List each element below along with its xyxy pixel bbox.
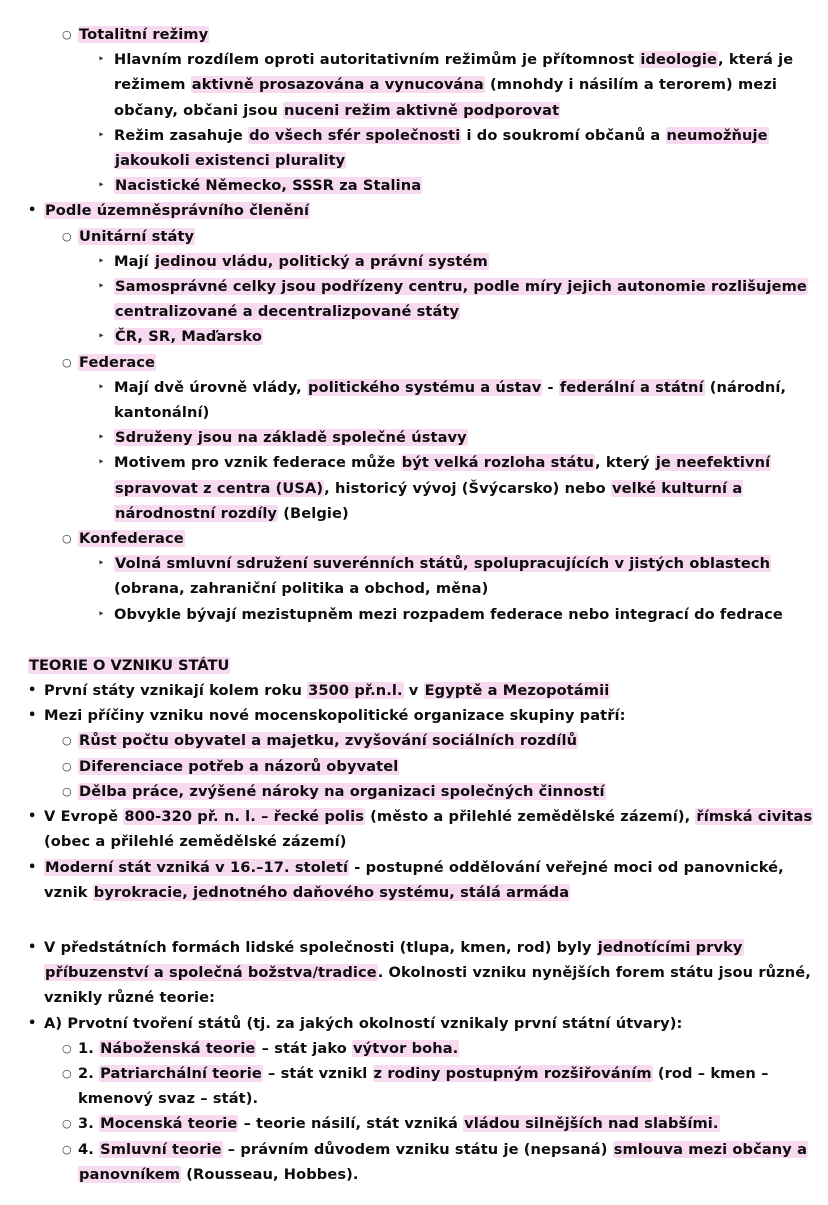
- notes-section-teorie-vznik: [14, 678, 814, 905]
- plain-text: (mnohdy i násilím a terorem) mezi občany, občani jsou: [114, 76, 778, 119]
- notes-section-formy-statu: [14, 22, 814, 627]
- note-text: [78, 22, 814, 47]
- plain-text: Režim zasahuje: [114, 126, 249, 144]
- note-bullet-federace-motiv: [14, 450, 814, 526]
- note-bullet-konfederace-volna-sdruzeni: [14, 551, 814, 601]
- highlighted-text: Náboženská teorie: [100, 1039, 256, 1057]
- note-bullet-rust-poctu-obyvatel: [14, 728, 814, 753]
- note-bullet-podle-uzemnespravniho-cleneni: [14, 198, 814, 223]
- highlighted-text: Volná smluvní sdružení suverénních států, spolupracujících v jistých oblastech: [115, 555, 771, 573]
- note-bullet-totalitni-zasahuje: [14, 123, 814, 173]
- plain-text: (město a přilehlé zemědělské zázemí),: [364, 808, 696, 826]
- bullet-level1-icon: •: [28, 708, 37, 724]
- highlighted-text: velké kulturní a národnostní rozdíly: [115, 479, 743, 522]
- plain-text: A) Prvotní tvoření států (tj. za jakých okolností vznikaly první státní útvary):: [44, 1014, 683, 1032]
- note-bullet-mezi-priciny: [14, 703, 814, 728]
- note-bullet-konfederace: [14, 526, 814, 551]
- plain-text: Mají dvě úrovně vlády,: [114, 378, 308, 396]
- bullet-level3-icon: ‣: [98, 180, 105, 192]
- highlighted-text: Moderní stát vzniká v 16.–17. století: [45, 858, 349, 876]
- note-text: [114, 551, 814, 601]
- plain-text: Mezi příčiny vzniku nové mocenskopolitické organizace skupiny patří:: [44, 707, 626, 725]
- bullet-level2-icon: ○: [62, 1117, 72, 1131]
- note-bullet-unitarni-samospravne-celky: [14, 274, 814, 324]
- note-text: [114, 274, 814, 324]
- highlighted-text: Dělba práce, zvýšené nároky na organizaci společných činností: [79, 782, 605, 800]
- bullet-level2-icon: ○: [62, 532, 72, 546]
- highlighted-text: nuceni režim aktivně podporovat: [284, 101, 560, 119]
- plain-text: (obec a přilehlé zemědělské zázemí): [44, 833, 347, 851]
- bullet-level2-icon: ○: [62, 1041, 72, 1055]
- bullet-level1-icon: •: [28, 809, 37, 825]
- plain-text: (obrana, zahraniční politika a obchod, měna): [114, 580, 489, 598]
- section-spacer: [14, 905, 814, 935]
- highlighted-text: TEORIE O VZNIKU STÁTU: [29, 656, 230, 674]
- note-text: [114, 450, 814, 526]
- highlighted-text: Patriarchální teorie: [100, 1064, 262, 1082]
- note-text: [44, 935, 814, 1011]
- highlighted-text: byrokracie, jednotného daňového systému, stálá armáda: [93, 883, 570, 901]
- plain-text: – stát vznikl: [262, 1064, 373, 1082]
- plain-text: -: [542, 378, 559, 396]
- highlighted-text: Diferenciace potřeb a názorů obyvatel: [79, 757, 399, 775]
- note-text: [44, 678, 814, 703]
- note-text: [114, 425, 814, 450]
- highlighted-text: Růst počtu obyvatel a majetku, zvyšování sociálních rozdílů: [79, 732, 578, 750]
- bullet-level1-icon: •: [28, 1015, 37, 1031]
- highlighted-text: být velká rozloha státu: [401, 454, 595, 472]
- highlighted-text: ideologie: [640, 51, 718, 69]
- note-bullet-federace-sdruzeny: [14, 425, 814, 450]
- highlighted-text: smlouva mezi občany a panovníkem: [79, 1140, 808, 1183]
- plain-text: V předstátních formách lidské společnosti (tlupa, kmen, rod) byly: [44, 938, 597, 956]
- plain-text: 2.: [78, 1064, 100, 1082]
- highlighted-text: z rodiny postupným rozšiřováním: [373, 1064, 652, 1082]
- note-text: [78, 224, 814, 249]
- note-text: [114, 375, 814, 425]
- note-text: [44, 804, 814, 854]
- note-text: [78, 779, 814, 804]
- plain-text: – stát jako: [256, 1039, 353, 1057]
- bullet-level1-icon: •: [28, 683, 37, 699]
- plain-text: – právním důvodem vzniku státu je (nepsaná): [222, 1140, 613, 1158]
- highlighted-text: Unitární státy: [79, 227, 195, 245]
- plain-text: Mají: [114, 252, 154, 270]
- highlighted-text: federální a státní: [559, 378, 704, 396]
- note-text: [44, 198, 814, 223]
- plain-text: 1.: [78, 1039, 100, 1057]
- highlighted-text: 3500 př.n.l.: [308, 682, 403, 700]
- plain-text: Obvykle bývají mezistupněm mezi rozpadem federace nebo integrací do fedrace: [114, 605, 783, 623]
- note-bullet-teorie-4-smluvni: [14, 1137, 814, 1187]
- highlighted-text: Podle územněsprávního členění: [45, 202, 310, 220]
- plain-text: . Okolnosti vzniku nynějších forem státu jsou různé, vznikly různé teorie:: [44, 964, 811, 1007]
- highlighted-text: je neefektivní spravovat z centra (USA): [115, 454, 771, 497]
- note-text: [114, 47, 814, 123]
- note-text: [78, 526, 814, 551]
- note-text: [114, 173, 814, 198]
- note-text: [78, 1137, 814, 1187]
- note-bullet-delba-prace: [14, 779, 814, 804]
- highlighted-text: Samosprávné celky jsou podřízeny centru, podle míry jejich autonomie rozlišujeme centralizované a decentralizpované státy: [115, 278, 807, 321]
- plain-text: i do soukromí občanů a: [461, 126, 666, 144]
- bullet-level3-icon: ‣: [98, 381, 105, 393]
- note-bullet-teorie-3-mocenska: [14, 1111, 814, 1136]
- bullet-level2-icon: ○: [62, 759, 72, 773]
- bullet-level2-icon: ○: [62, 355, 72, 369]
- note-text: [44, 703, 814, 728]
- plain-text: v: [403, 682, 424, 700]
- note-bullet-v-evrope-polis: [14, 804, 814, 854]
- highlighted-text: Mocenská teorie: [100, 1115, 238, 1133]
- highlighted-text: ČR, SR, Maďarsko: [115, 328, 262, 346]
- bullet-level2-icon: ○: [62, 784, 72, 798]
- note-bullet-unitarni-jedina-vlada: [14, 249, 814, 274]
- plain-text: Hlavním rozdílem oproti autoritativním režimům je přítomnost: [114, 51, 640, 69]
- note-bullet-v-predstatnich-formach: [14, 935, 814, 1011]
- highlighted-text: Konfederace: [79, 530, 184, 548]
- bullet-level3-icon: ‣: [98, 457, 105, 469]
- bullet-level2-icon: ○: [62, 1066, 72, 1080]
- plain-text: Motivem pro vznik federace může: [114, 454, 401, 472]
- plain-text: (Belgie): [278, 504, 349, 522]
- note-text: [114, 249, 814, 274]
- bullet-level3-icon: ‣: [98, 608, 105, 620]
- bullet-level1-icon: •: [28, 939, 37, 955]
- note-bullet-unitarni-priklady: [14, 324, 814, 349]
- highlighted-text: do všech sfér společnosti: [249, 126, 461, 144]
- highlighted-text: výtvor boha.: [353, 1039, 459, 1057]
- bullet-level3-icon: ‣: [98, 255, 105, 267]
- bullet-level3-icon: ‣: [98, 281, 105, 293]
- plain-text: 4.: [78, 1140, 100, 1158]
- note-text: [114, 324, 814, 349]
- bullet-level2-icon: ○: [62, 1142, 72, 1156]
- highlighted-text: 800-320 př. n. l. – řecké polis: [124, 808, 364, 826]
- note-bullet-totalitni-rezimy: [14, 22, 814, 47]
- bullet-level2-icon: ○: [62, 229, 72, 243]
- highlighted-text: vládou silnějších nad slabšími.: [464, 1115, 719, 1133]
- plain-text: (rod – kmen – kmenový svaz – stát).: [78, 1064, 769, 1108]
- note-bullet-unitarni-staty: [14, 224, 814, 249]
- highlighted-text: Nacistické Německo, SSSR za Stalina: [115, 177, 422, 195]
- plain-text: - postupné oddělování veřejné moci od panovnické, vznik: [44, 858, 784, 901]
- highlighted-text: jedinou vládu, politický a právní systém: [154, 252, 488, 270]
- note-text: [78, 728, 814, 753]
- note-bullet-totalitni-priklady: [14, 173, 814, 198]
- notes-section-teorie-list: [14, 935, 814, 1187]
- highlighted-text: Totalitní režimy: [79, 26, 209, 43]
- bullet-level2-icon: ○: [62, 28, 72, 41]
- note-bullet-prvotni-tvoreni-statu: [14, 1011, 814, 1036]
- plain-text: V Evropě: [44, 808, 124, 826]
- plain-text: , historicý vývoj (Švýcarsko) nebo: [324, 479, 611, 497]
- bullet-level3-icon: ‣: [98, 331, 105, 343]
- note-bullet-federace-dve-urovne: [14, 375, 814, 425]
- note-text: [44, 1011, 814, 1036]
- note-text: [114, 123, 814, 173]
- bullet-level2-icon: ○: [62, 734, 72, 748]
- note-text: [78, 1036, 814, 1061]
- note-text: [78, 754, 814, 779]
- note-bullet-konfederace-mezistupen: [14, 602, 814, 627]
- note-bullet-totalitni-hlavni-rozdil: [14, 47, 814, 123]
- plain-text: , který: [595, 454, 655, 472]
- bullet-level3-icon: ‣: [98, 54, 105, 66]
- plain-text: (národní, kantonální): [114, 378, 787, 422]
- highlighted-text: Smluvní teorie: [100, 1140, 222, 1158]
- plain-text: , která je režimem: [114, 51, 794, 94]
- highlighted-text: jednotícími prvky příbuzenství a společná božstva/tradice: [45, 938, 743, 982]
- note-text: [78, 350, 814, 375]
- highlighted-text: Federace: [79, 353, 156, 371]
- highlighted-text: římská civitas: [696, 808, 813, 826]
- highlighted-text: politického systému a ústav: [308, 378, 542, 396]
- note-text: [78, 1061, 814, 1111]
- highlighted-text: neumožňuje jakoukoli existenci plurality: [115, 126, 768, 170]
- note-bullet-federace: [14, 350, 814, 375]
- note-text: [78, 1111, 814, 1136]
- bullet-level1-icon: •: [28, 859, 37, 875]
- plain-text: – teorie násilí, stát vzniká: [238, 1115, 464, 1133]
- note-bullet-teorie-1-nabozenska: [14, 1036, 814, 1061]
- bullet-level3-icon: ‣: [98, 558, 105, 570]
- bullet-level3-icon: ‣: [98, 129, 105, 141]
- plain-text: (Rousseau, Hobbes).: [181, 1165, 359, 1183]
- bullet-level3-icon: ‣: [98, 432, 105, 444]
- note-bullet-teorie-2-patriarchalni: [14, 1061, 814, 1111]
- bullet-level1-icon: •: [28, 203, 37, 219]
- plain-text: 3.: [78, 1115, 100, 1133]
- plain-text: První státy vznikají kolem roku: [44, 682, 308, 700]
- note-bullet-diferenciace-potreb: [14, 754, 814, 779]
- note-text: [44, 855, 814, 905]
- section-heading-teorie: [14, 653, 814, 678]
- note-text: [114, 602, 814, 627]
- note-bullet-moderni-stat: [14, 855, 814, 905]
- highlighted-text: aktivně prosazována a vynucována: [191, 76, 484, 94]
- note-bullet-prvni-staty: [14, 678, 814, 703]
- highlighted-text: Sdruženy jsou na základě společné ústavy: [115, 429, 467, 447]
- highlighted-text: Egyptě a Mezopotámii: [424, 682, 610, 700]
